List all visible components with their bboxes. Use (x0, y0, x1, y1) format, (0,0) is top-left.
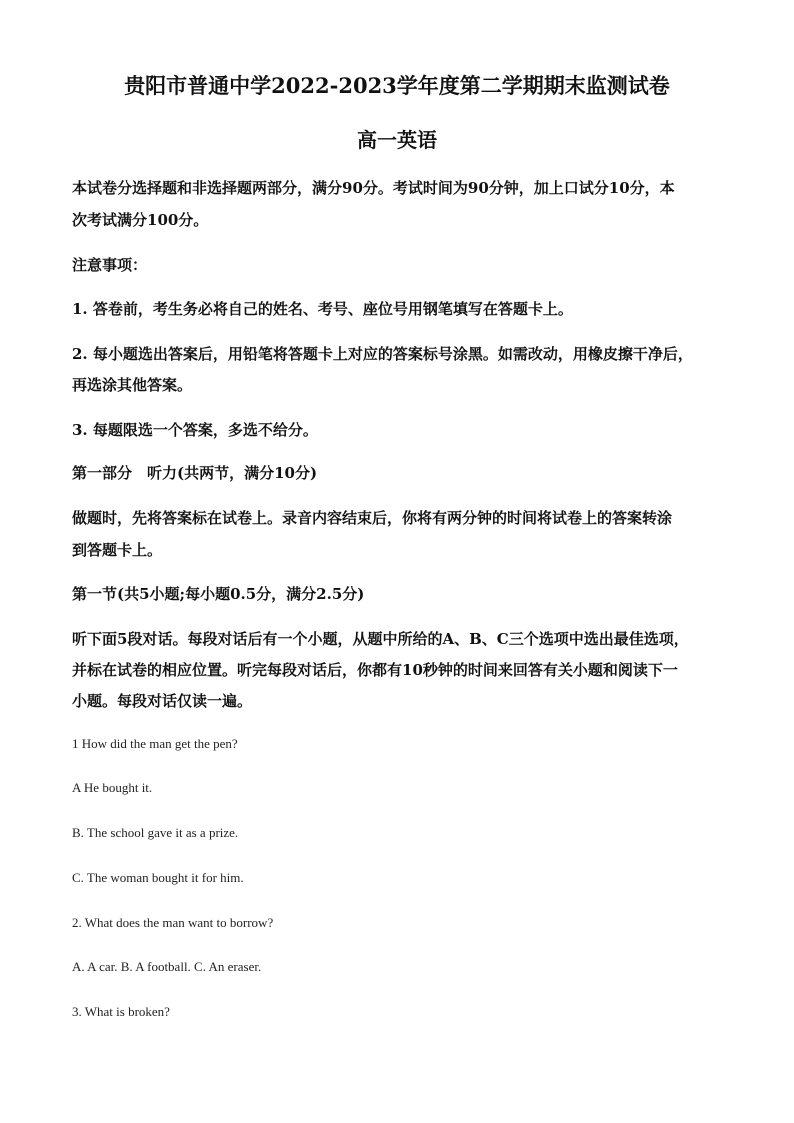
question-1-option-c: C. The woman bought it for him. (72, 870, 244, 885)
section1-instruction-line-2: 并标在试卷的相应位置。听完每段对话后，你都有10秒钟的时间来回答有关小题和阅读下一 (72, 661, 678, 679)
question-2-options: A. A car. B. A football. C. An eraser. (72, 959, 262, 974)
question-2: 2. What does the man want to borrow? (72, 915, 274, 930)
exam-subtitle: 高一英语 (357, 128, 437, 152)
notice-item-2-line-2: 再选涂其他答案。 (72, 376, 193, 394)
section1-heading: 第一节(共5小题;每小题0.5分，满分2.5分) (72, 585, 365, 603)
question-1: 1 How did the man get the pen? (72, 736, 238, 751)
notice-item-2-line-1: 2. 每小题选出答案后，用铅笔将答题卡上对应的答案标号涂黑。如需改动，用橡皮擦干净后， (72, 345, 693, 363)
part1-instruction-line-2: 到答题卡上。 (72, 541, 163, 559)
question-3: 3. What is broken? (72, 1004, 170, 1019)
part1-heading: 第一部分 听力(共两节，满分10分) (72, 464, 318, 482)
notice-heading: 注意事项： (72, 256, 148, 274)
section1-instruction-line-3: 小题。每段对话仅读一遍。 (72, 692, 253, 710)
section1-instruction-line-1: 听下面5段对话。每段对话后有一个小题，从题中所给的A、B、C三个选项中选出最佳选项， (72, 630, 689, 648)
question-1-option-b: B. The school gave it as a prize. (72, 825, 239, 840)
part1-instruction-line-1: 做题时，先将答案标在试卷上。录音内容结束后，你将有两分钟的时间将试卷上的答案转涂 (72, 509, 673, 527)
intro-line-2: 次考试满分100分。 (72, 211, 209, 229)
question-1-option-a: A He bought it. (72, 780, 153, 795)
notice-item-3: 3. 每题限选一个答案，多选不给分。 (72, 421, 318, 439)
exam-title: 贵阳市普通中学2022-2023学年度第二学期期末监测试卷 (124, 73, 670, 98)
intro-line-1: 本试卷分选择题和非选择题两部分，满分90分。考试时间为90分钟，加上口试分10分，本 (72, 179, 675, 197)
notice-item-1: 1. 答卷前，考生务必将自己的姓名、考号、座位号用钢笔填写在答题卡上。 (72, 300, 573, 318)
